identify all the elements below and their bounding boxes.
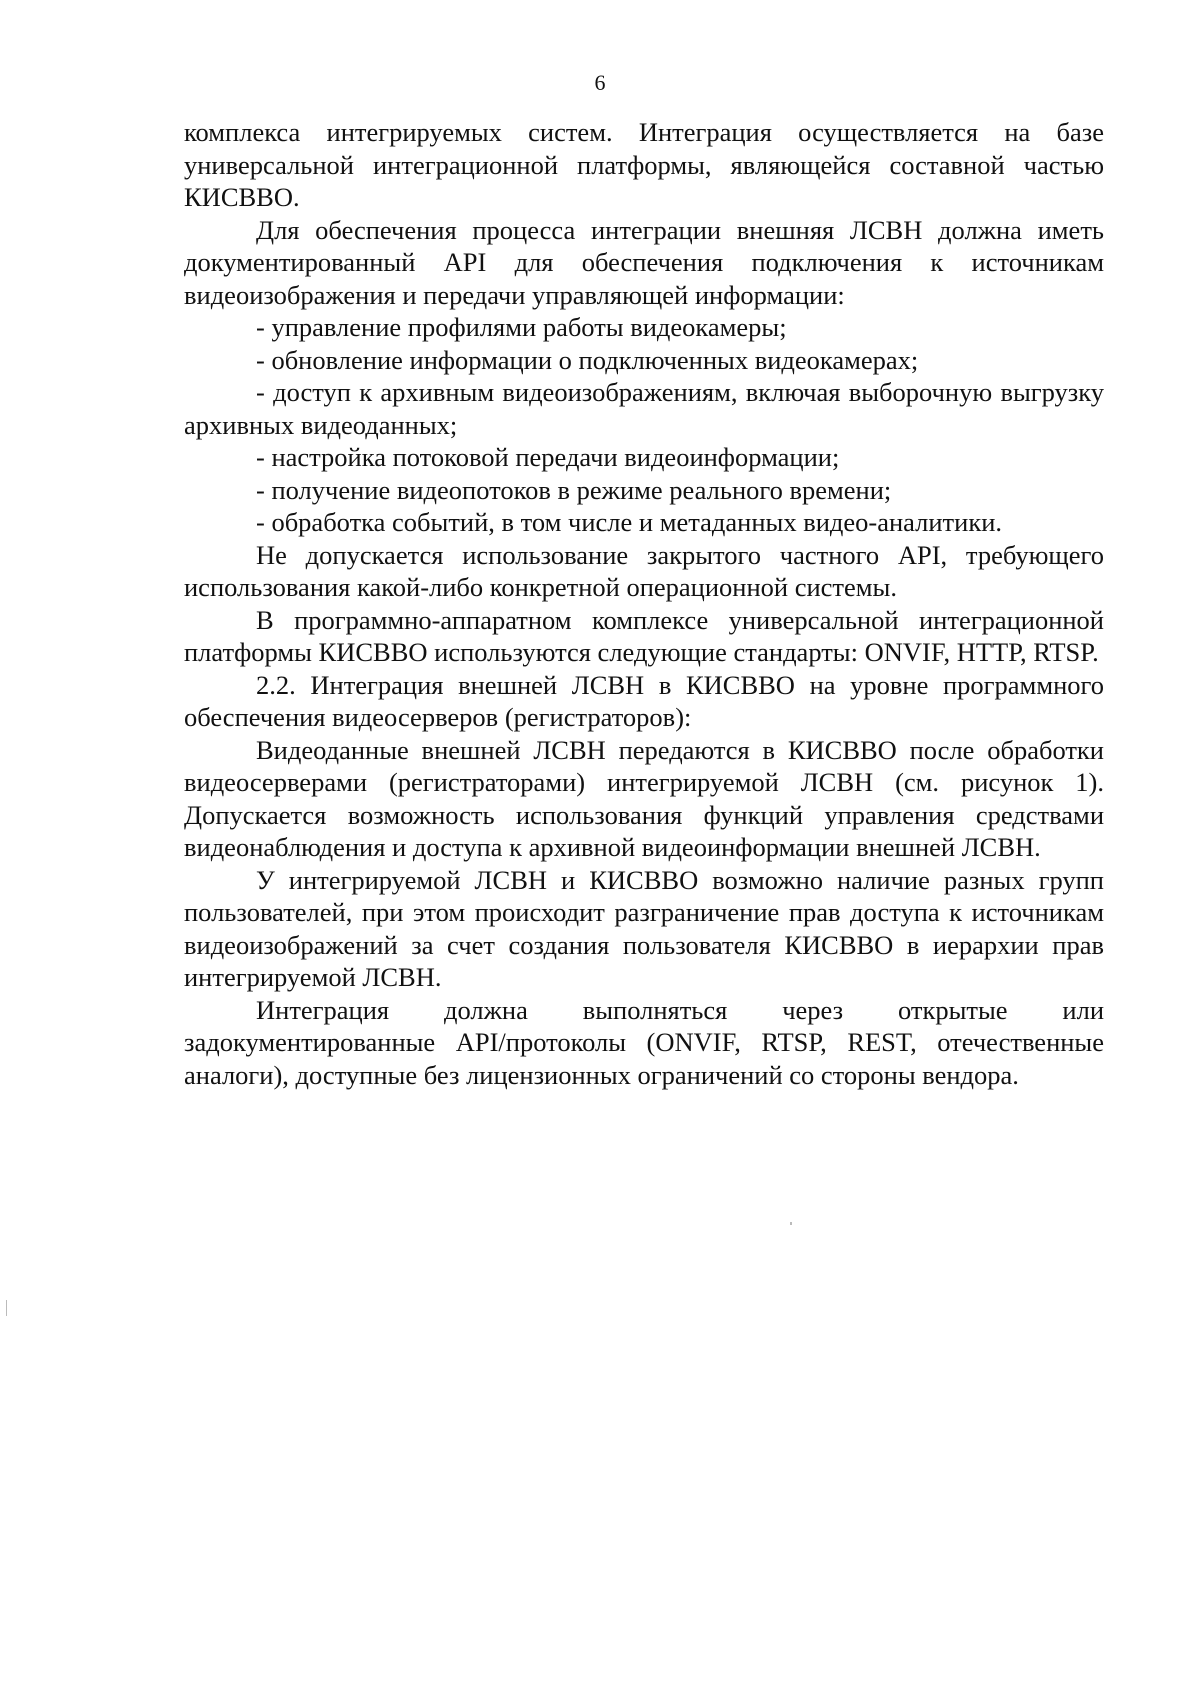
paragraph-intro-continuation: комплекса интегрируемых систем. Интеграция осуществляется на базе универсальной интеграционной платформы, являющейся составной частью КИСВВО. xyxy=(184,117,1104,212)
paragraph-closed-api: Не допускается использование закрытого частного API, требующего использования какой-либо конкретной операционной системы. xyxy=(184,539,1104,602)
list-item-camera-info: - обновление информации о подключенных видеокамерах; xyxy=(256,344,919,375)
paragraph-user-groups: У интегрируемой ЛСВН и КИСВВО возможно наличие разных групп пользователей, при этом происходит разграничение прав доступа к источникам видеоизображений за счет создания пользователя КИСВВО в иерархии прав интегрируемой ЛСВН. xyxy=(184,864,1104,992)
list-item-archive-access: - доступ к архивным видеоизображениям, включая выборочную выгрузку архивных видеоданных; xyxy=(184,377,1104,440)
document-body xyxy=(184,116,1104,1091)
list-item-event-processing: - обработка событий, в том числе и метаданных видео-аналитики. xyxy=(256,507,1002,537)
scan-speck xyxy=(790,1222,792,1225)
page-number: 6 xyxy=(594,70,606,95)
paragraph-standards: В программно-аппаратном комплексе универсальной интеграционной платформы КИСВВО используются следующие стандарты: ONVIF, HTTP, RTSP. xyxy=(184,604,1104,667)
paragraph-video-data: Видеоданные внешней ЛСВН передаются в КИСВВО после обработки видеосерверами (регистраторами) интегрируемой ЛСВН (см. рисунок 1). Допускается возможность использования функций управления средствами видеонаблюдения и доступа к архивной видеоинформации внешней ЛСВН. xyxy=(184,734,1104,862)
scan-speck xyxy=(6,1300,7,1316)
list-item-streaming-setup: - настройка потоковой передачи видеоинформации; xyxy=(256,442,840,472)
list-item-camera-profiles: - управление профилями работы видеокамеры; xyxy=(256,312,787,342)
paragraph-section-2-2: 2.2. Интеграция внешней ЛСВН в КИСВВО на уровне программного обеспечения видеосерверов (регистраторов): xyxy=(184,669,1104,732)
list-item-realtime-streams: - получение видеопотоков в режиме реального времени; xyxy=(256,474,892,505)
paragraph-api-requirements: Для обеспечения процесса интеграции внешняя ЛСВН должна иметь документированный API для обеспечения подключения к источникам видеоизображения и передачи управляющей информации: xyxy=(184,214,1104,310)
paragraph-open-protocols: Интеграция должна выполняться через открытые или задокументированные API/протоколы (ONVIF, RTSP, REST, отечественные аналоги), доступные без лицензионных ограничений со стороны вендора. xyxy=(184,994,1104,1090)
